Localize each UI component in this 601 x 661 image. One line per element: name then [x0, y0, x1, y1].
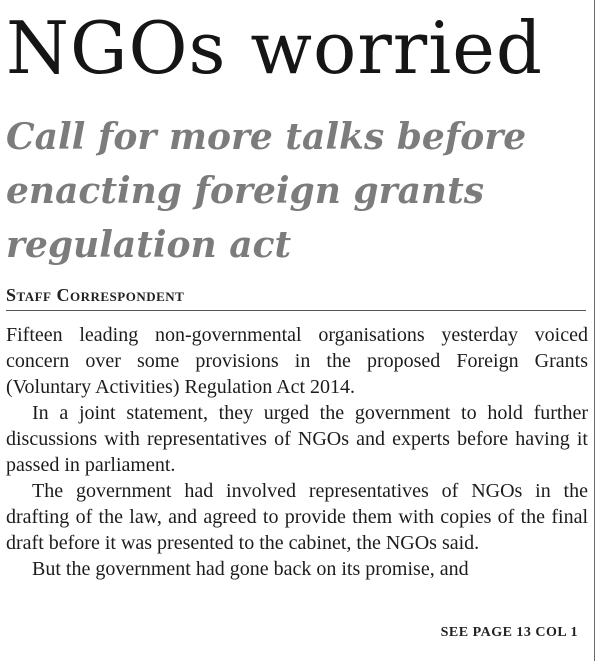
body-paragraph: In a joint statement, they urged the government to hold further discussions with representatives of NGOs and experts before having it passed in parliament.: [6, 402, 588, 476]
body-paragraph: The government had involved representatives of NGOs in the drafting of the law, and agreed to provide them with copies of the final draft before it was presented to the cabinet, the NGOs said.: [6, 480, 588, 554]
byline: Staff Correspondent: [6, 285, 185, 305]
subheadline: Call for more talks before enacting foreign grants regulation act: [6, 116, 527, 266]
column-divider: [594, 0, 595, 661]
body-paragraph: Fifteen leading non-governmental organisations yesterday voiced concern over some provisions in the proposed Foreign Grants (Voluntary Activities) Regulation Act 2014.: [6, 324, 588, 398]
body-paragraph: But the government had gone back on its promise, and: [32, 558, 469, 580]
article-body: [6, 322, 588, 582]
continuation-jump-line[interactable]: SEE PAGE 13 COL 1: [440, 625, 578, 640]
headline: NGOs worried: [6, 6, 543, 90]
byline-divider: [6, 310, 586, 311]
